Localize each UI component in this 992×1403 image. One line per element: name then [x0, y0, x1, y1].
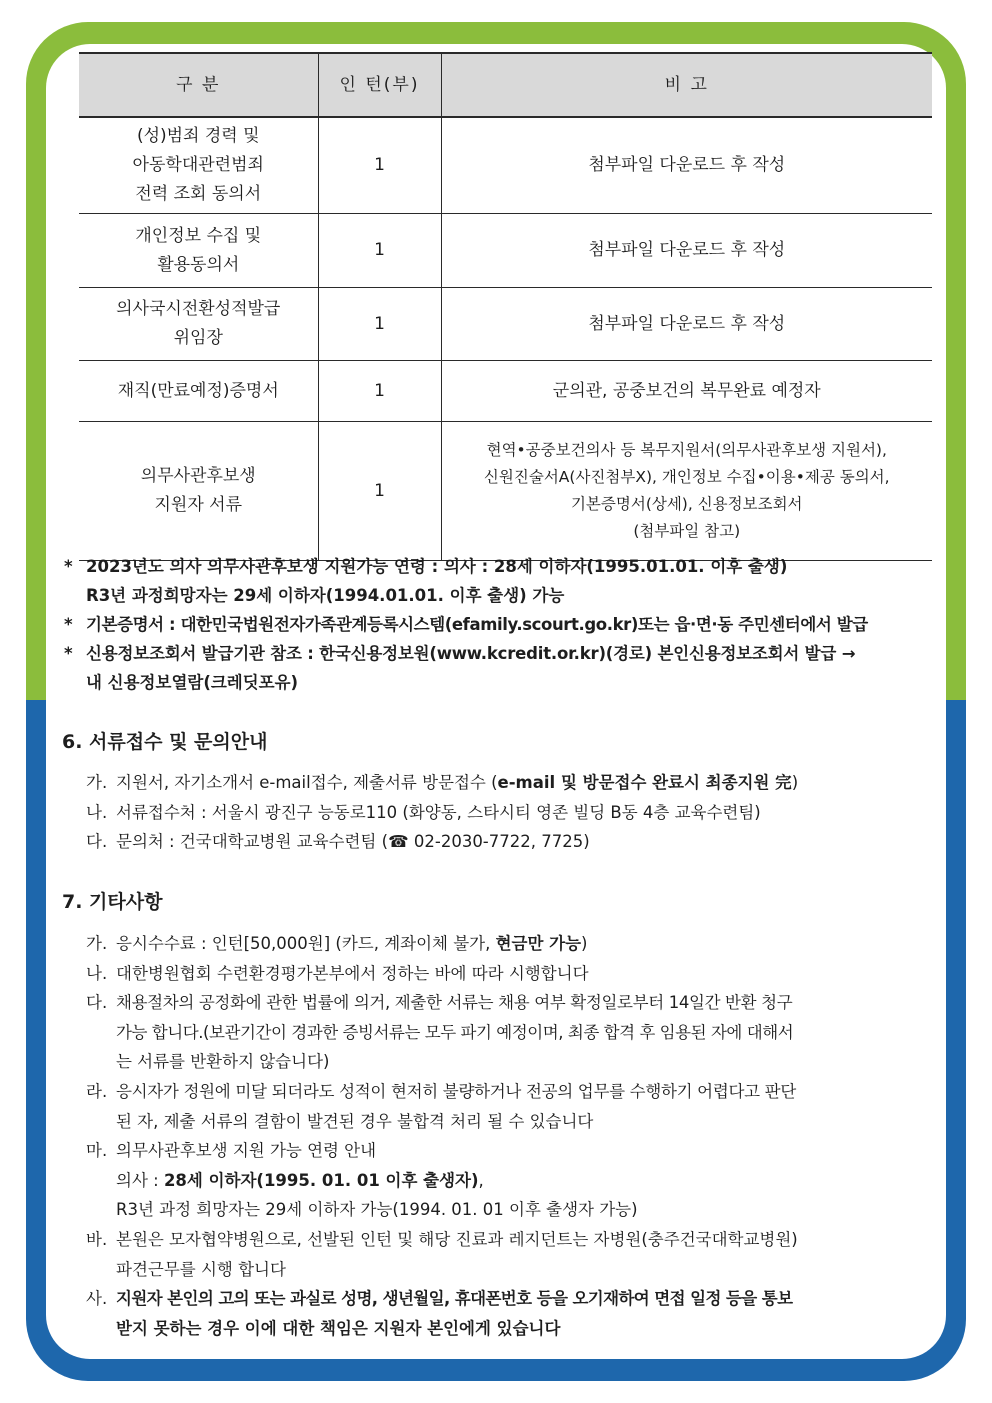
remark-line: 첨부파일 다운로드 후 작성 — [588, 313, 786, 334]
item-line: (성)범죄 경력 및 — [136, 126, 260, 146]
phone-icon: ☎ — [388, 832, 409, 852]
note-line: 신용정보조회서 발급기관 참조 : 한국신용정보원(www.kcredit.or.kr)(경로) 본인신용정보조회서 발급 → — [86, 644, 856, 663]
item-line: 전력 조회 동의서 — [135, 184, 262, 204]
item-marker: 마. — [86, 1141, 108, 1161]
item-line: R3년 과정 희망자는 29세 이하자 가능(1994. 01. 01 이후 출생자 가능) — [116, 1200, 638, 1220]
table-row — [79, 117, 932, 214]
item-line: 받지 못하는 경우 이에 대한 책임은 지원자 본인에게 있습니다 — [116, 1318, 561, 1338]
item-text: 문의처 : 건국대학교병원 교육수련팀 ( — [116, 832, 389, 852]
table-header-row — [79, 53, 932, 117]
item-line: 아동학대관련범죄 — [132, 155, 264, 175]
item-line: 본원은 모자협약병원으로, 선발된 인턴 및 해당 진료과 레지던트는 자병원(충주건국대학교병원) — [116, 1229, 798, 1249]
item-text: 대한병원협회 수련환경평가본부에서 정하는 바에 따라 시행합니다 — [116, 963, 589, 983]
note-item — [64, 610, 944, 639]
note-line: R3년 과정희망자는 29세 이하자(1994.01.01. 이후 출생) 가능 — [86, 586, 565, 605]
table-cell-count: 1 — [318, 361, 441, 422]
table-cell-item — [79, 214, 318, 288]
remark-line: (첨부파일 참고) — [633, 522, 741, 540]
item-marker: 다. — [86, 993, 108, 1013]
item-bold-text: 현금만 가능 — [495, 934, 582, 953]
list-item — [86, 1077, 936, 1136]
remark-line: 첨부파일 다운로드 후 작성 — [588, 240, 786, 260]
item-text-tail: ) — [581, 934, 588, 953]
item-text: 서류접수처 : 서울시 광진구 능동로110 (화양동, 스타시티 영존 빌딩 B동 4층 교육수련팀) — [116, 802, 761, 822]
note-item — [64, 639, 944, 697]
list-item — [86, 768, 936, 798]
note-line: 내 신용정보열람(크레딧포유) — [86, 673, 299, 692]
list-item — [86, 1225, 936, 1284]
document-table — [79, 52, 932, 561]
list-item — [86, 1284, 936, 1343]
item-line: 개인정보 수집 및 — [135, 225, 262, 246]
list-item — [86, 827, 936, 857]
item-line: 지원자 서류 — [154, 495, 242, 515]
list-item — [86, 1136, 936, 1225]
table-cell-remark — [441, 361, 932, 422]
item-text-tail: 02-2030-7722, 7725) — [408, 832, 590, 852]
item-marker: 바. — [86, 1229, 108, 1249]
item-line: 가능 합니다.(보관기간이 경과한 증빙서류는 모두 파기 예정이며, 최종 합격 후 임용된 자에 대해서 — [116, 1022, 794, 1042]
note-asterisk: * — [64, 644, 73, 663]
table-cell-remark — [441, 422, 932, 561]
section-7-items — [86, 929, 936, 1343]
note-item — [64, 552, 944, 610]
item-bold-text: e-mail 및 방문접수 완료시 최종지원 完 — [497, 773, 792, 792]
item-line: 응시자가 정원에 미달 되더라도 성적이 현저히 불량하거나 전공의 업무를 수행하기 어렵다고 판단 — [116, 1081, 796, 1101]
remark-line: 첨부파일 다운로드 후 작성 — [588, 155, 786, 175]
item-text-tail: , — [478, 1170, 484, 1190]
table-cell-item — [79, 288, 318, 361]
item-bold-text: 28세 이하자(1995. 01. 01 이후 출생자) — [163, 1170, 479, 1190]
remark-line: 현역•공중보건의사 등 복무지원서(의무사관후보생 지원서), — [486, 441, 887, 459]
item-marker: 라. — [86, 1081, 108, 1101]
item-text: 의사 : — [116, 1170, 164, 1190]
item-marker: 나. — [86, 963, 108, 983]
section-6-items — [86, 768, 936, 857]
table-cell-count: 1 — [318, 214, 441, 288]
item-line: 의사국시전환성적발급 — [116, 299, 281, 319]
item-line: 파견근무를 시행 합니다 — [116, 1259, 286, 1279]
list-item — [86, 988, 936, 1077]
header-category: 구 분 — [79, 53, 318, 117]
note-asterisk: * — [64, 557, 73, 576]
item-line: 의무사관후보생 — [140, 466, 256, 486]
item-line: 위임장 — [173, 328, 223, 348]
item-marker: 나. — [86, 802, 108, 822]
item-marker: 다. — [86, 832, 108, 852]
note-line: 2023년도 의사 의무사관후보생 지원가능 연령 : 의사 : 28세 이하자(1995.01.01. 이후 출생) — [86, 557, 788, 576]
item-line: 된 자, 제출 서류의 결함이 발견된 경우 불합격 처리 될 수 있습니다 — [116, 1111, 594, 1131]
table-cell-remark — [441, 288, 932, 361]
item-marker: 가. — [86, 934, 108, 953]
item-text: 지원서, 자기소개서 e-mail접수, 제출서류 방문접수 ( — [116, 773, 498, 792]
item-line: 채용절차의 공정화에 관한 법률에 의거, 제출한 서류는 채용 여부 확정일로부터 14일간 반환 청구 — [116, 993, 793, 1013]
table-cell-item — [79, 117, 318, 214]
item-line: 지원자 본인의 고의 또는 과실로 성명, 생년월일, 휴대폰번호 등을 오기재하여 면접 일정 등을 통보 — [116, 1289, 793, 1309]
list-item — [86, 798, 936, 828]
item-marker: 사. — [86, 1289, 108, 1309]
table-cell-count: 1 — [318, 422, 441, 561]
list-item — [86, 959, 936, 989]
table-cell-item — [79, 422, 318, 561]
item-text-tail: ) — [791, 773, 799, 792]
item-line: 활용동의서 — [157, 254, 240, 275]
table-row — [79, 422, 932, 561]
remark-line: 기본증명서(상세), 신용정보조회서 — [570, 495, 803, 513]
remark-line: 군의관, 공중보건의 복무완료 예정자 — [552, 380, 821, 401]
item-line: 는 서류를 반환하지 않습니다) — [116, 1052, 330, 1072]
note-asterisk: * — [64, 615, 73, 634]
item-text: 응시수수료 : 인턴[50,000원] (카드, 계좌이체 불가, — [116, 934, 496, 953]
table-row — [79, 288, 932, 361]
section-7-title: 7. 기타사항 — [62, 891, 163, 913]
table-row — [79, 214, 932, 288]
table-cell-item — [79, 361, 318, 422]
remark-line: 신원진술서A(사진첨부X), 개인정보 수집•이용•제공 동의서, — [483, 468, 890, 486]
table-cell-count: 1 — [318, 117, 441, 214]
list-item — [86, 929, 936, 959]
header-intern-count: 인 턴(부) — [318, 53, 441, 117]
table-cell-count: 1 — [318, 288, 441, 361]
note-line: 기본증명서 : 대한민국법원전자가족관계등록시스템(efamily.scourt.go.kr)또는 읍·면·동 주민센터에서 발급 — [86, 615, 868, 634]
header-remark: 비 고 — [441, 53, 932, 117]
table-cell-remark — [441, 117, 932, 214]
section-6-title: 6. 서류접수 및 문의안내 — [62, 731, 268, 753]
item-marker: 가. — [86, 773, 108, 792]
table-row — [79, 361, 932, 422]
table-notes — [64, 552, 944, 697]
table-cell-remark — [441, 214, 932, 288]
item-line: 재직(만료예정)증명서 — [117, 380, 279, 401]
item-line: 의무사관후보생 지원 가능 연령 안내 — [116, 1141, 377, 1161]
